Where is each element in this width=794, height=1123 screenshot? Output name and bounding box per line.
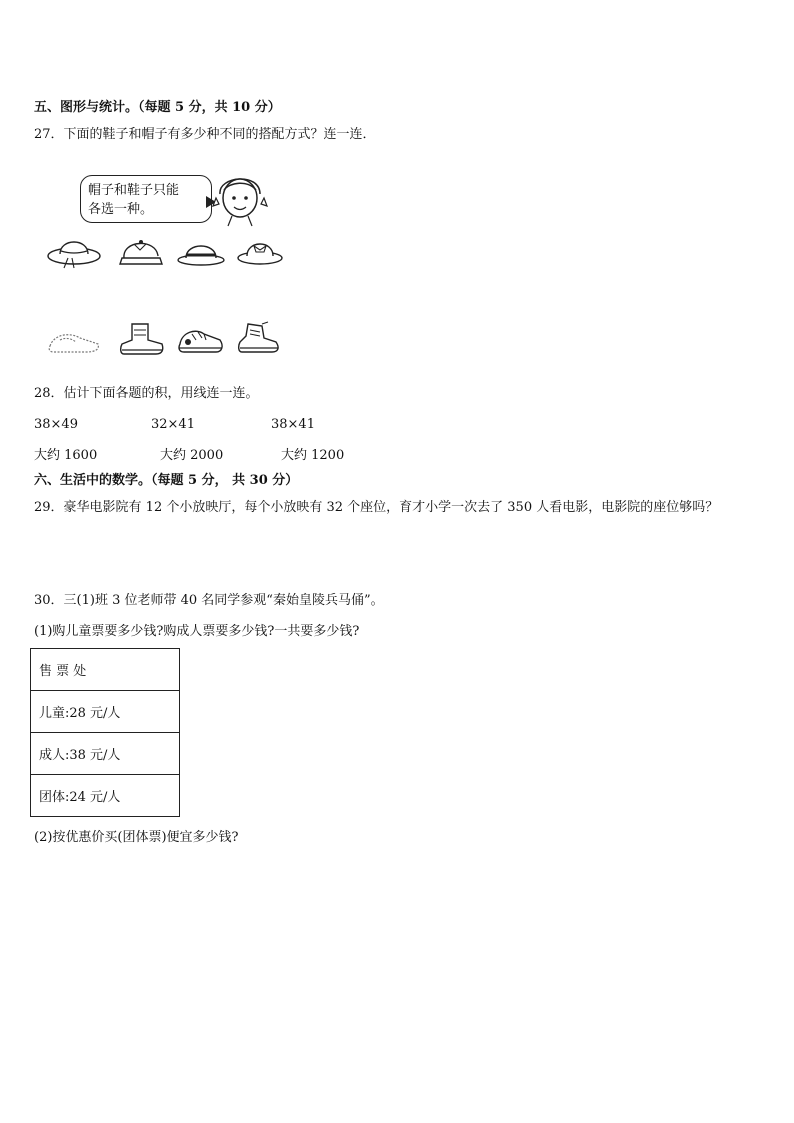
child-price: 儿童:28 元/人 [31,691,180,733]
group-price: 团体:24 元/人 [31,775,180,817]
ticket-price-table [30,648,180,817]
question-30-sub-2: (2)按优惠价买(团体票)便宜多少钱? [34,830,239,845]
sport-shoe-icon [236,320,282,356]
question-30-text: 30．三(1)班 3 位老师带 40 名同学参观“秦始皇陵兵马俑”。 [34,593,384,608]
speech-bubble-line-1: 帽子和鞋子只能 [88,183,180,198]
fedora-hat-icon [176,236,226,268]
estimate-2: 大约 2000 [160,448,224,463]
girl-icon [212,168,268,228]
slipper-icon [46,328,102,356]
adult-price: 成人:38 元/人 [31,733,180,775]
wide-brim-hat-icon [46,234,102,270]
ticket-office-header: 售 票 处 [31,649,180,691]
estimate-3: 大约 1200 [281,448,345,463]
expression-3: 38×41 [271,417,315,432]
estimate-1: 大约 1600 [34,448,98,463]
expression-1: 38×49 [34,417,78,432]
section-6-title: 六、生活中的数学。（每题 5 分， 共 30 分） [34,473,299,488]
sneaker-icon [176,322,226,356]
question-27-text: 27．下面的鞋子和帽子有多少种不同的搭配方式？连一连． [34,127,376,142]
expression-2: 32×41 [151,417,195,432]
question-30-sub-1: (1)购儿童票要多少钱?购成人票要多少钱?一共要多少钱? [34,624,360,639]
table-row [31,775,180,817]
boot-icon [118,320,166,358]
question-28-text: 28．估计下面各题的积，用线连一连。 [34,386,259,401]
table-row [31,733,180,775]
speech-bubble-line-2: 各选一种。 [88,202,154,217]
speech-bubble-text [88,181,179,219]
table-row [31,649,180,691]
question-29-text: 29．豪华电影院有 12 个小放映厅，每个小放映有 32 个座位，育才小学一次去了 350 人看电影，电影院的座位够吗？ [34,500,719,515]
bow-hat-icon [236,234,284,268]
cap-icon [118,234,164,270]
section-5-title: 五、图形与统计。（每题 5 分，共 10 分） [34,100,281,115]
table-row [31,691,180,733]
